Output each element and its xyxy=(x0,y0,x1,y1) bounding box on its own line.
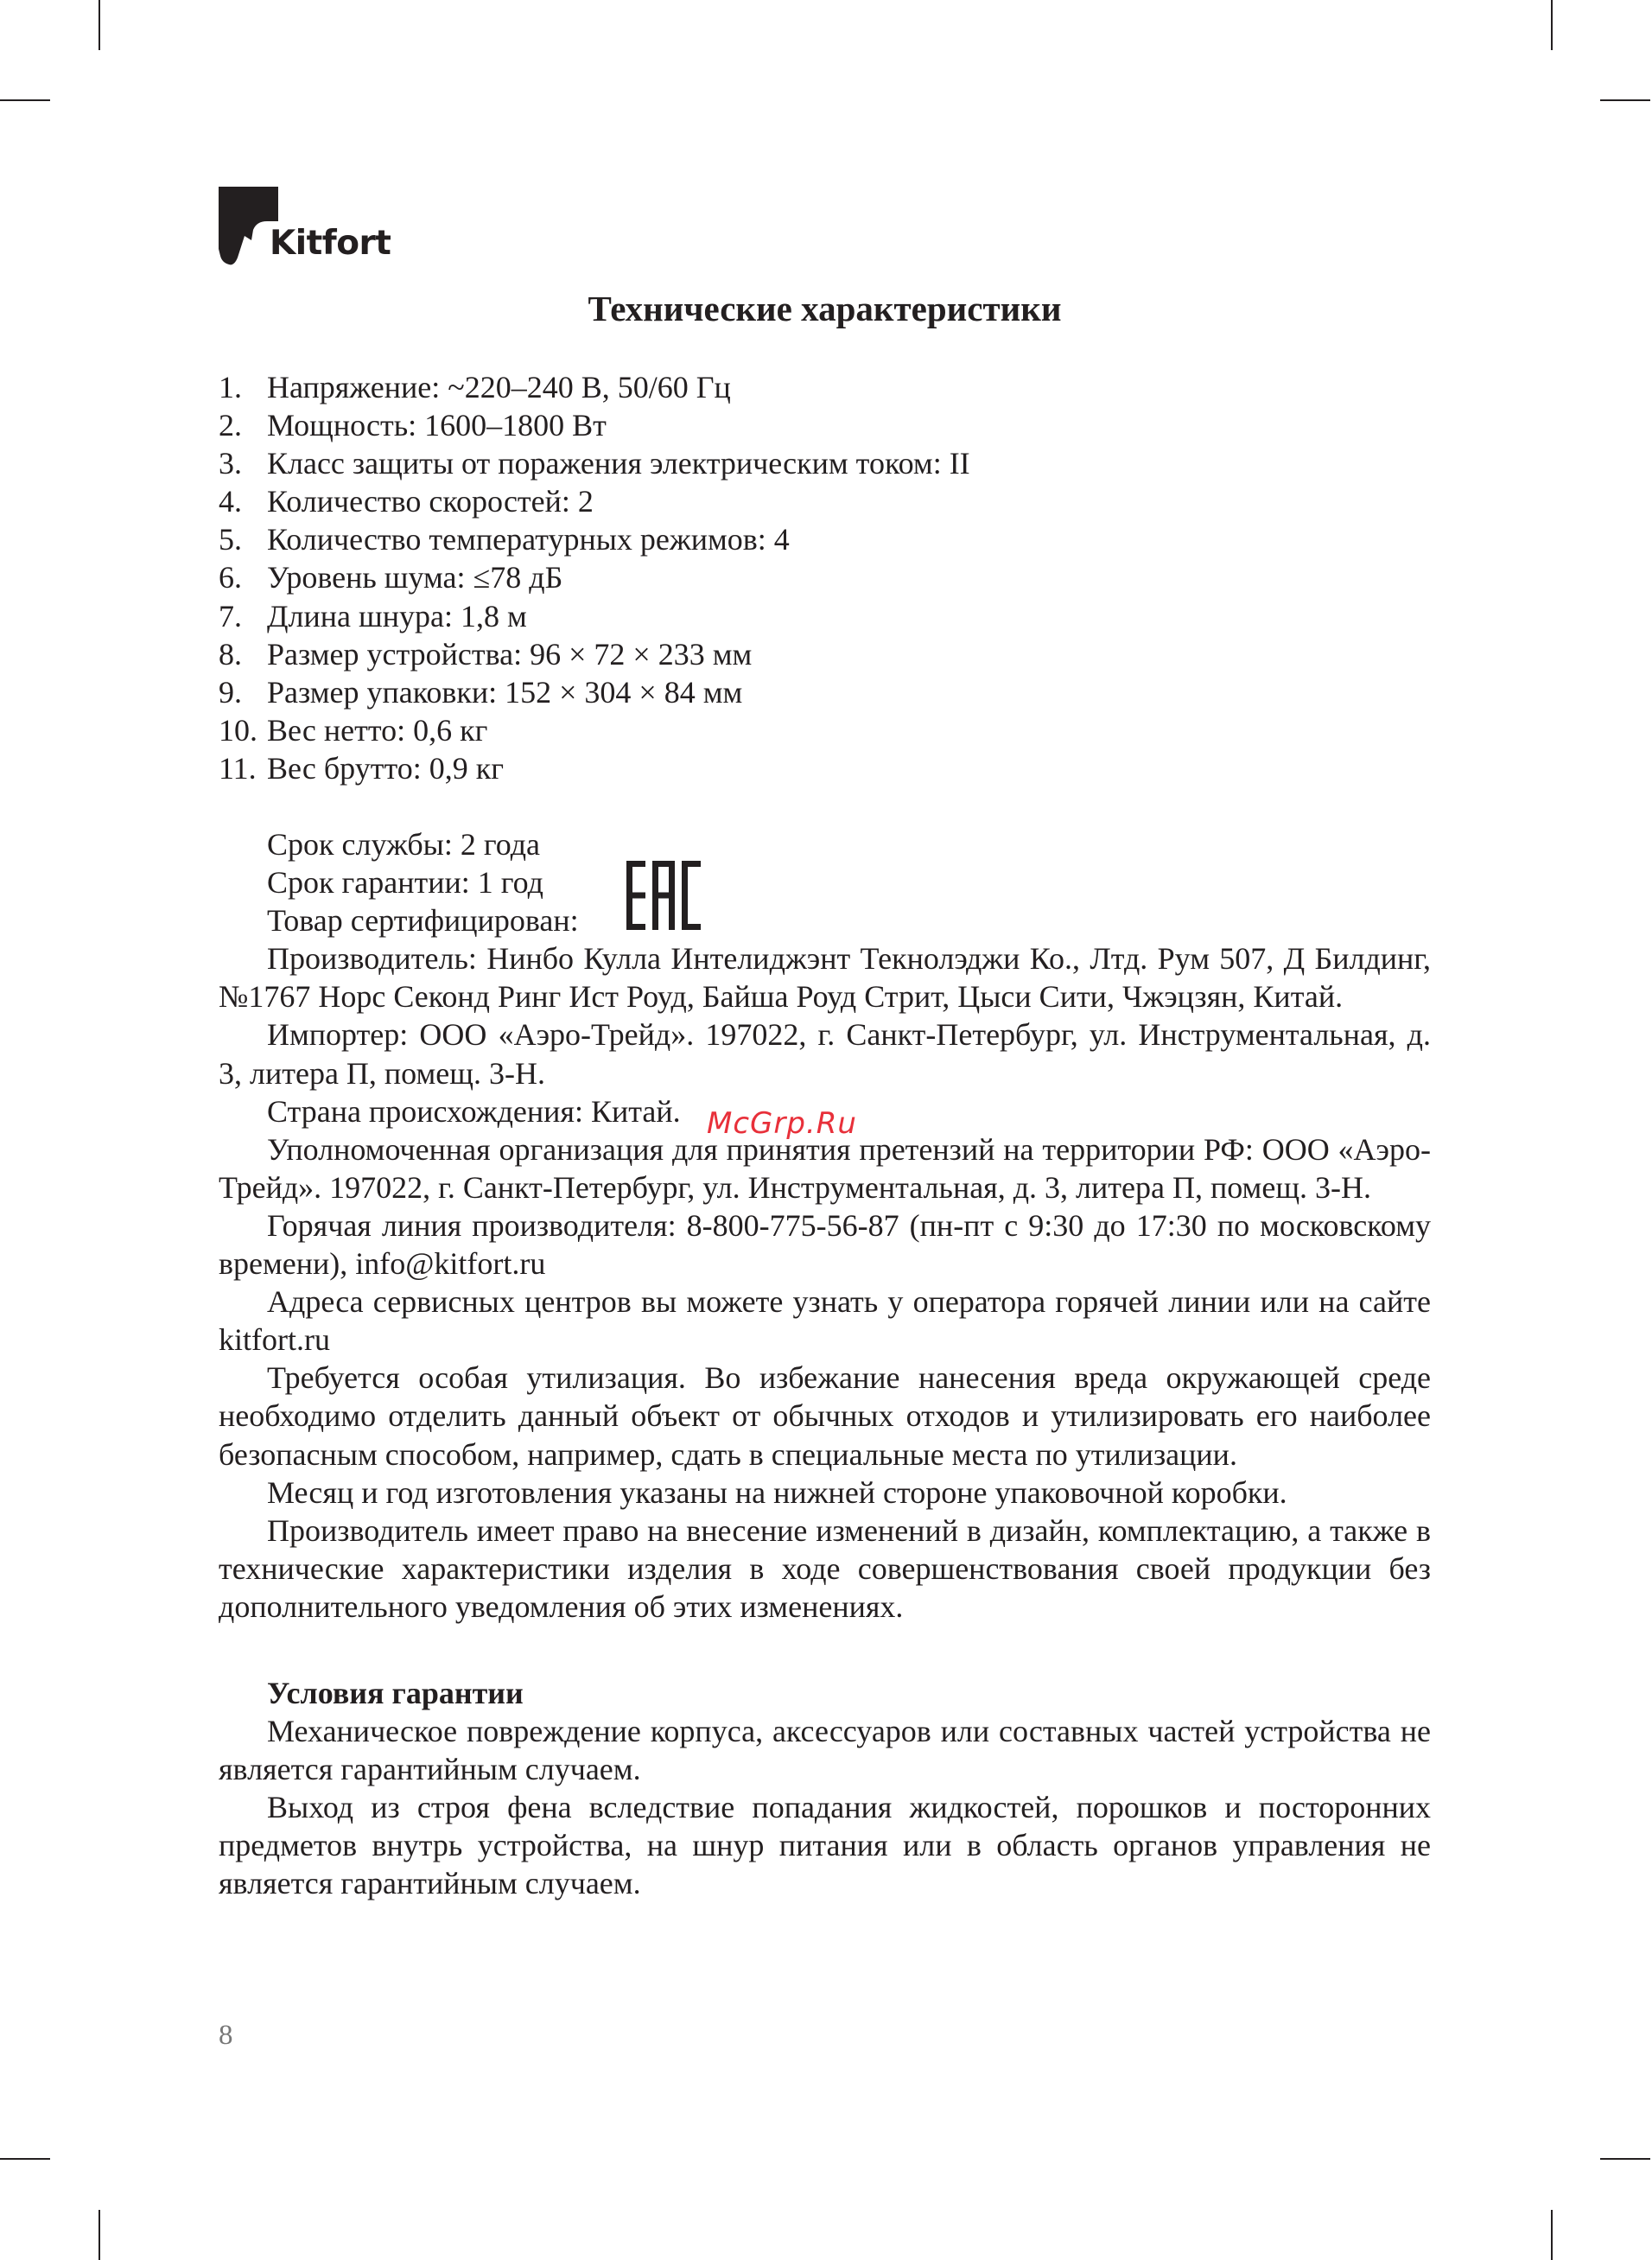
warranty-item: Выход из строя фена вследствие попадания жидкостей, порошков и посторонних предметов внутрь устройства, на шнур питания или в область органов управления не является гарантийным случаем. xyxy=(219,1790,1431,1901)
spec-text: Класс защиты от поражения электрическим током: II xyxy=(267,446,970,481)
crop-mark-right-top xyxy=(1600,99,1650,101)
eac-mark-icon xyxy=(626,861,701,930)
page-number: 8 xyxy=(219,2020,233,2051)
spec-text: Вес нетто: 0,6 кг xyxy=(267,712,488,748)
spec-item xyxy=(219,444,970,482)
crop-mark-bottom-left xyxy=(98,2210,100,2260)
warranty-heading: Условия гарантии xyxy=(267,1675,524,1710)
spec-item xyxy=(219,368,970,406)
country-of-origin: Страна происхождения: Китай. xyxy=(267,1093,681,1129)
disposal-notice: Требуется особая утилизация. Во избежание нанесения вреда окружающей среде необходимо отделить данный объект от обычных отходов и утилизировать его наиболее безопасным способом, например, сдать в специальные места по утилизации. xyxy=(219,1360,1431,1472)
spec-text: Количество скоростей: 2 xyxy=(267,484,594,519)
crop-mark-left-bottom xyxy=(0,2158,50,2160)
spec-item xyxy=(219,482,970,520)
spec-item xyxy=(219,558,970,596)
spec-item xyxy=(219,673,970,711)
spec-number: 2. xyxy=(219,408,242,443)
spec-number: 7. xyxy=(219,598,242,633)
spec-number: 8. xyxy=(219,636,242,672)
watermark: McGrp.Ru xyxy=(707,1106,857,1141)
spec-number: 5. xyxy=(219,522,242,557)
page-title: Технические характеристики xyxy=(588,289,1062,328)
crop-mark-right-bottom xyxy=(1600,2158,1650,2160)
warranty-period: Срок гарантии: 1 год xyxy=(267,865,543,901)
service-life: Срок службы: 2 года xyxy=(267,827,541,862)
spec-item xyxy=(219,597,970,635)
spec-text: Длина шнура: 1,8 м xyxy=(267,598,527,633)
importer: Импортер: ООО «Аэро-Трейд». 197022, г. Санкт-Петербург, ул. Инструментальная, д. 3, литера П, помещ. 3-Н. xyxy=(219,1017,1431,1091)
spec-text: Размер упаковки: 152 × 304 × 84 мм xyxy=(267,674,743,710)
service-centers: Адреса сервисных центров вы можете узнать у оператора горячей линии или на сайте kitfort.ru xyxy=(219,1284,1431,1358)
crop-mark-bottom-right xyxy=(1551,2210,1553,2260)
spec-text: Уровень шума: ≤78 дБ xyxy=(267,560,563,595)
spec-item xyxy=(219,406,970,444)
spec-text: Количество температурных режимов: 4 xyxy=(267,522,790,557)
spec-list xyxy=(219,368,970,787)
spec-number: 10. xyxy=(219,712,257,748)
spec-item xyxy=(219,749,970,787)
spec-text: Вес брутто: 0,9 кг xyxy=(267,750,504,786)
crop-mark-left-top xyxy=(0,99,50,101)
certified-text: Товар сертифицирован: xyxy=(267,903,579,939)
spec-number: 1. xyxy=(219,370,242,404)
warranty-item: Механическое повреждение корпуса, аксессуаров или составных частей устройства не является гарантийным случаем. xyxy=(219,1714,1431,1787)
crop-mark-top-left xyxy=(98,0,100,50)
spec-number: 11. xyxy=(219,750,257,786)
spec-number: 4. xyxy=(219,484,242,519)
spec-item xyxy=(219,711,970,749)
certified-line xyxy=(219,901,1431,939)
hotline: Горячая линия производителя: 8-800-775-56-87 (пн-пт с 9:30 до 17:30 по московскому времени), info@kitfort.ru xyxy=(219,1207,1431,1282)
spec-item xyxy=(219,520,970,558)
spec-text: Размер устройства: 96 × 72 × 233 мм xyxy=(267,636,753,672)
brand-name: Kitfort xyxy=(270,224,391,263)
spec-text: Напряжение: ~220–240 В, 50/60 Гц xyxy=(267,370,731,404)
changes-notice: Производитель имеет право на внесение изменений в дизайн, комплектацию, а также в технические характеристики изделия в ходе совершенствования своей продукции без дополнительного уведомления об этих изменениях. xyxy=(219,1512,1431,1624)
spec-number: 6. xyxy=(219,560,242,595)
crop-mark-top-right xyxy=(1551,0,1553,50)
body-text xyxy=(219,825,1431,1903)
spec-text: Мощность: 1600–1800 Вт xyxy=(267,408,607,443)
manufacturer: Производитель: Нинбо Кулла Интелиджэнт Текнолэджи Ко., Лтд. Рум 507, Д Билдинг, №1767 Норс Секонд Ринг Ист Роуд, Байша Роуд Стрит, Цыси Сити, Чжэцзян, Китай. xyxy=(219,941,1431,1015)
spec-number: 3. xyxy=(219,446,242,481)
manufacture-date-notice: Месяц и год изготовления указаны на нижней стороне упаковочной коробки. xyxy=(267,1474,1287,1510)
spec-number: 9. xyxy=(219,674,242,710)
authorized-organization: Уполномоченная организация для принятия претензий на территории РФ: ООО «Аэро-Трейд». 197022, г. Санкт-Петербург, ул. Инструментальная, д. 3, литера П, помещ. 3-Н. xyxy=(219,1131,1431,1205)
kitfort-logo xyxy=(219,187,391,269)
spec-item xyxy=(219,635,970,673)
